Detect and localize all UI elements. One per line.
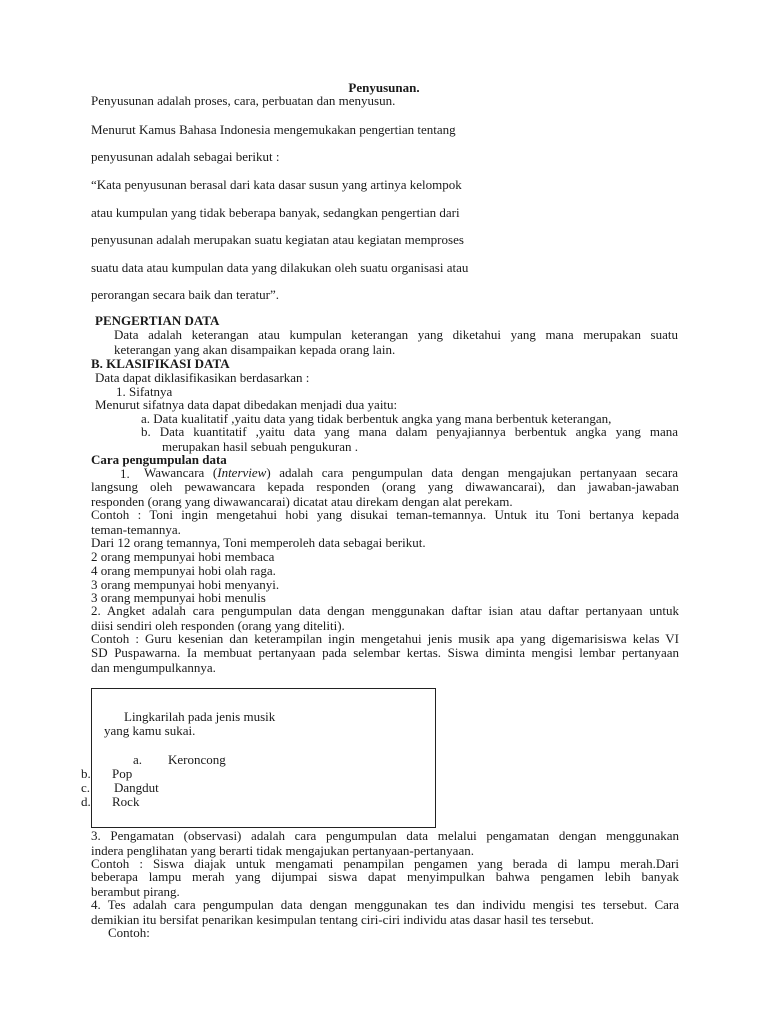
wawancara-line-2: langsung oleh pewawancara kepada responden (orang yang diwawancarai), dan jawaban-jawaban	[91, 479, 679, 494]
observasi-contoh-line-1: Contoh : Siswa diajak untuk mengamati penampilan pengamen yang berada di lampu merah.Dari	[91, 856, 679, 871]
angket-line-3: Contoh : Guru kesenian dan keterampilan ingin mengetahui jenis musik apa yang digemarisiswa kelas VI	[91, 631, 679, 646]
option-d-letter: d.	[81, 794, 91, 809]
hobi-line-2: 4 orang mempunyai hobi olah raga.	[91, 563, 276, 578]
intro-line-4: “Kata penyusunan berasal dari kata dasar susun yang artinya kelompok	[91, 177, 462, 192]
observasi-line-1: 3. Pengamatan (observasi) adalah cara pengumpulan data melalui pengamatan dengan menggunakan	[91, 828, 679, 843]
angket-line-2: diisi sendiri oleh responden (orang yang diteliti).	[91, 618, 345, 633]
observasi-contoh-line-3: berambut pirang.	[91, 884, 180, 899]
klasifikasi-list-item-1: 1. Sifatnya	[116, 384, 173, 399]
intro-line-6: penyusunan adalah merupakan suatu kegiatan atau kegiatan memproses	[91, 232, 464, 247]
pengertian-line-2: keterangan yang akan disampaikan kepada orang lain.	[114, 342, 396, 357]
option-b-letter: b.	[81, 766, 91, 781]
wawancara-line-3: responden (orang yang diwawancarai) dicatat atau direkam dengan alat perekam.	[91, 494, 513, 509]
hobi-line-1: 2 orang mempunyai hobi membaca	[91, 549, 275, 564]
section-heading-cara: Cara pengumpulan data	[91, 452, 227, 467]
klasifikasi-line-3: Menurut sifatnya data dapat dibedakan menjadi dua yaitu:	[95, 397, 398, 412]
wawancara-number: 1.	[120, 466, 130, 481]
contoh-wawancara-line-2: teman-temannya.	[91, 522, 181, 537]
intro-line-1: Penyusunan adalah proses, cara, perbuatan dan menyusun.	[91, 93, 396, 108]
wawancara-line-1	[144, 466, 678, 480]
klasifikasi-item-b-line-1: b. Data kuantitatif ,yaitu data yang mana dalam penyajiannya berbentuk angka yang mana	[141, 424, 678, 439]
intro-line-8: perorangan secara baik dan teratur”.	[91, 287, 280, 302]
wawancara-text-pre: Wawancara (	[144, 465, 218, 480]
wawancara-text-post: ) adalah cara pengumpulan data dengan mengajukan pertanyaan secara	[266, 465, 678, 480]
pengertian-line-1: Data adalah keterangan atau kumpulan keterangan yang diketahui yang mana merupakan suatu	[114, 327, 678, 342]
intro-line-3: penyusunan adalah sebagai berikut :	[91, 149, 280, 164]
intro-line-5: atau kumpulan yang tidak beberapa banyak, sedangkan pengertian dari	[91, 205, 460, 220]
section-heading-klasifikasi: B. KLASIFIKASI DATA	[91, 356, 230, 371]
klasifikasi-item-a: a. Data kualitatif ,yaitu data yang tidak berbentuk angka yang mana berbentuk keterangan,	[141, 411, 612, 426]
wawancara-interview-italic: Interview	[217, 465, 267, 480]
klasifikasi-line-1: Data dapat diklasifikasikan berdasarkan :	[95, 370, 310, 385]
contoh-wawancara-line-3: Dari 12 orang temannya, Toni memperoleh data sebagai berikut.	[91, 535, 426, 550]
contoh-wawancara-line-1: Contoh : Toni ingin mengetahui hobi yang disukai teman-temannya. Untuk itu Toni bertanya kepada	[91, 507, 679, 522]
questionnaire-question-line-2: yang kamu sukai.	[104, 723, 196, 738]
intro-line-2: Menurut Kamus Bahasa Indonesia mengemukakan pengertian tentang	[91, 122, 456, 137]
hobi-line-3: 3 orang mempunyai hobi menyanyi.	[91, 577, 280, 592]
tes-line-1: 4. Tes adalah cara pengumpulan data dengan menggunakan tes dan individu mengisi tes tersebut. Cara	[91, 897, 679, 912]
section-heading-pengertian: PENGERTIAN DATA	[95, 313, 220, 328]
option-c-dangdut: Dangdut	[114, 780, 159, 795]
tes-contoh-label: Contoh:	[108, 925, 150, 940]
klasifikasi-item-b-line-2: merupakan hasil sebuah pengukuran .	[162, 439, 359, 454]
angket-line-1: 2. Angket adalah cara pengumpulan data dengan menggunakan daftar isian atau daftar pertanyaan untuk	[91, 603, 679, 618]
questionnaire-question-line-1: Lingkarilah pada jenis musik	[124, 709, 276, 724]
option-b-pop: Pop	[112, 766, 133, 781]
intro-line-7: suatu data atau kumpulan data yang dilakukan oleh suatu organisasi atau	[91, 260, 469, 275]
angket-line-4: SD Puspawarna. Ia membuat pertanyaan pada selembar kertas. Siswa diminta mengisi lembar pertanyaan	[91, 645, 679, 660]
option-a-letter: a.	[133, 752, 143, 767]
observasi-line-2: indera penglihatan yang berarti tidak mengajukan pertanyaan-pertanyaan.	[91, 843, 474, 858]
angket-line-5: dan mengumpulkannya.	[91, 660, 216, 675]
page-title: Penyusunan.	[348, 80, 420, 95]
observasi-contoh-line-2: beberapa lampu merah yang dijumpai siswa dapat menyimpulkan bahwa pengamen lebih banyak	[91, 869, 679, 884]
hobi-line-4: 3 orang mempunyai hobi menulis	[91, 590, 266, 605]
option-d-rock: Rock	[112, 794, 140, 809]
option-a-keroncong: Keroncong	[168, 752, 226, 767]
option-c-letter: c.	[81, 780, 91, 795]
tes-line-2: demikian itu bersifat penarikan kesimpulan tentang ciri-ciri individu atas dasar hasil tes tersebut.	[91, 912, 594, 927]
